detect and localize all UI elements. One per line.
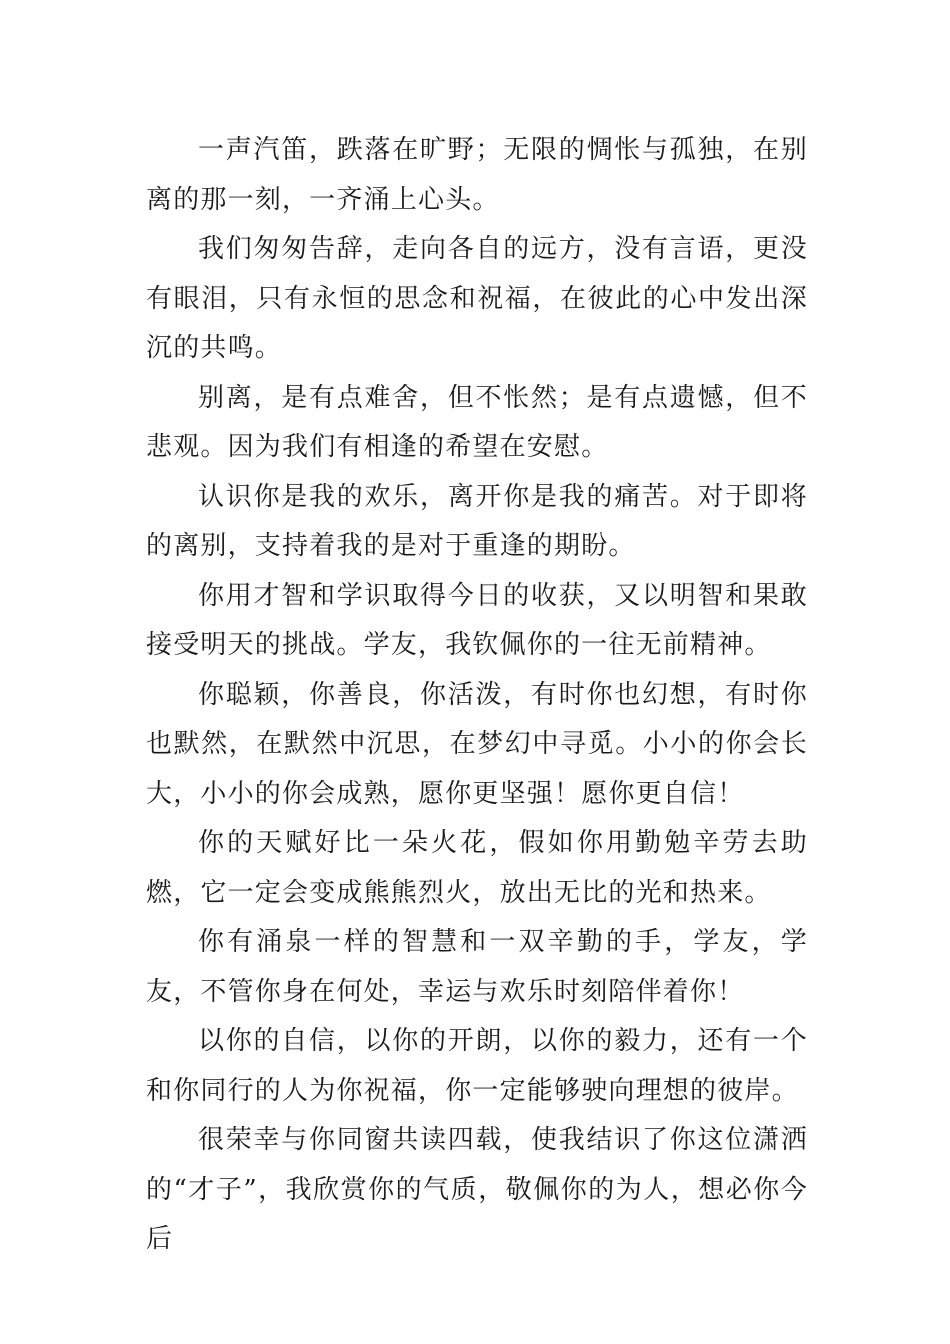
paragraph-6: 你聪颖，你善良，你活泼，有时你也幻想，有时你也默然，在默然中沉思，在梦幻中寻觅。小小的你会长大，小小的你会成熟，愿你更坚强！愿你更自信！ (146, 679, 808, 809)
paragraph-4: 认识你是我的欢乐，离开你是我的痛苦。对于即将的离别，支持着我的是对于重逢的期盼。 (146, 481, 808, 561)
paragraph-5: 你用才智和学识取得今日的收获，又以明智和果敢接受明天的挑战。学友，我钦佩你的一往无前精神。 (146, 580, 808, 660)
paragraph-1: 一声汽笛，跌落在旷野；无限的惆怅与孤独，在别离的那一刻，一齐涌上心头。 (146, 135, 808, 215)
paragraph-10: 很荣幸与你同窗共读四载，使我结识了你这位潇洒的“才子”，我欣赏你的气质，敬佩你的为人，想必你今后 (146, 1125, 808, 1254)
paragraph-7: 你的天赋好比一朵火花，假如你用勤勉辛劳去助燃，它一定会变成熊熊烈火，放出无比的光和热来。 (146, 828, 808, 908)
paragraph-3: 别离，是有点难舍，但不怅然；是有点遗憾，但不悲观。因为我们有相逢的希望在安慰。 (146, 382, 808, 462)
paragraph-2: 我们匆匆告辞，走向各自的远方，没有言语，更没有眼泪，只有永恒的思念和祝福，在彼此的心中发出深沉的共鸣。 (146, 234, 808, 363)
paragraph-8: 你有涌泉一样的智慧和一双辛勤的手，学友，学友，不管你身在何处，幸运与欢乐时刻陪伴着你！ (146, 927, 808, 1007)
paragraph-9: 以你的自信，以你的开朗，以你的毅力，还有一个和你同行的人为你祝福，你一定能够驶向理想的彼岸。 (146, 1026, 808, 1106)
document-body (146, 126, 808, 1265)
